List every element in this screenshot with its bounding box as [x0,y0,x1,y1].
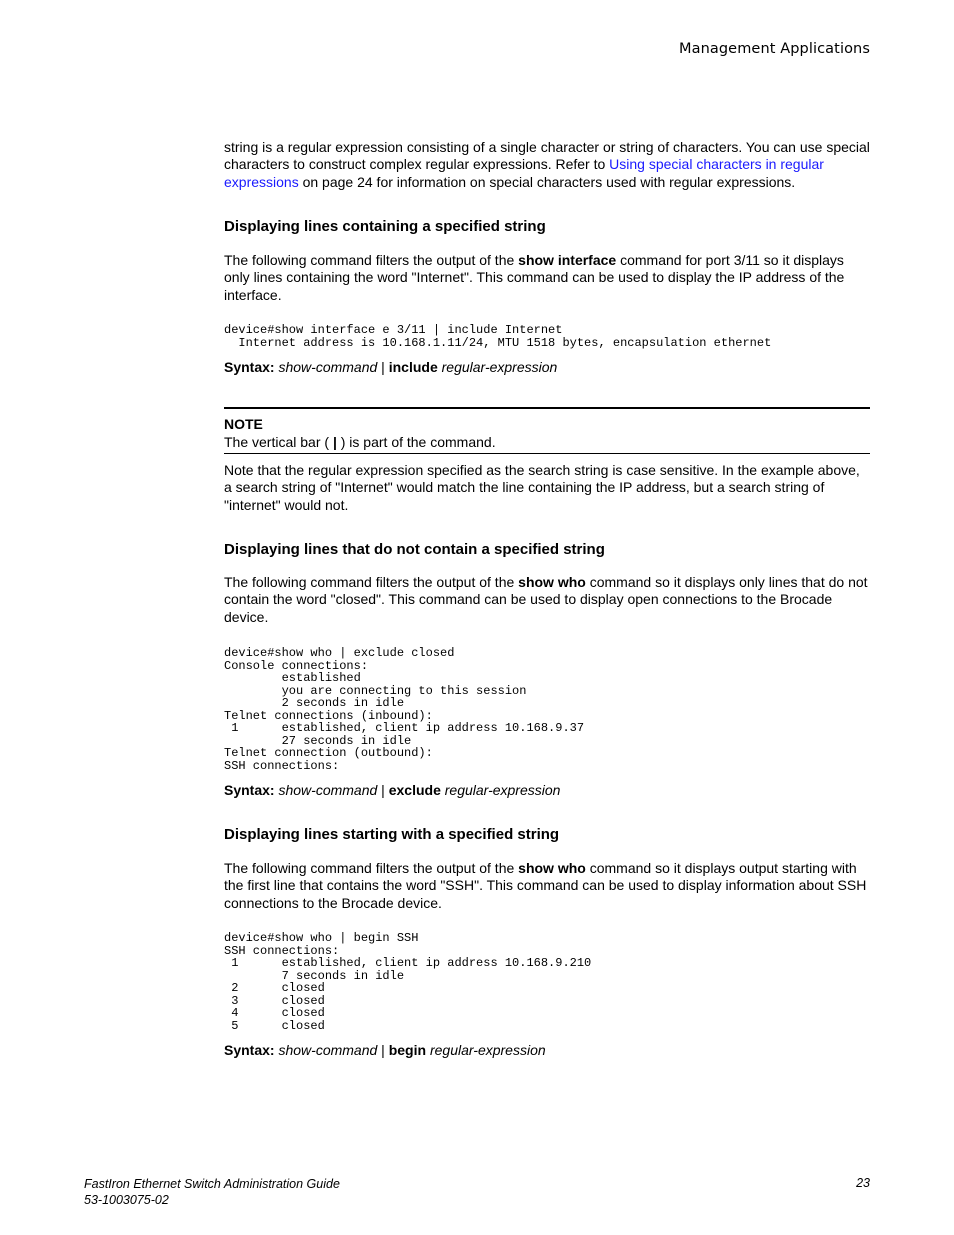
note-vertical-bar: | [332,434,337,450]
note-text-before: The vertical bar ( [224,434,333,450]
intro-text: string is a regular expression consisting of a single character or string of characters. You can use special characters to construct complex regular expressions. Refer to [224,139,870,173]
syntax-label: Syntax: [224,359,275,375]
body-text: The following command filters the output of the [224,860,519,876]
syntax-include [224,359,870,376]
running-header: Management Applications [679,41,870,57]
page-footer [84,1176,340,1208]
syntax-argument: regular-expression [444,782,561,798]
footer-guide-title: FastIron Ethernet Switch Administration Guide [84,1177,340,1191]
note-label-text: NOTE [224,416,263,432]
syntax-label: Syntax: [224,782,275,798]
body-text: The following command filters the output of the [224,574,519,590]
section-body-begin [224,860,870,912]
command-name: show who [518,574,586,590]
syntax-command: show-command [278,1042,378,1058]
note-text [224,434,870,451]
syntax-label: Syntax: [224,1042,275,1058]
syntax-pipe: | [377,782,389,798]
section-heading-exclude: Displaying lines that do not contain a specified string [224,541,605,558]
intro-paragraph [224,139,870,191]
page-number: 23 [856,1176,870,1190]
body-text-after: command so it displays only lines that do not contain the word "closed". This command can be used to display open connections to the Brocade device. [224,574,868,625]
syntax-pipe: | [377,359,389,375]
intro-text-after: on page 24 for information on special characters used with regular expressions. [298,173,796,190]
body-text: The following command filters the output of the [224,252,519,268]
syntax-keyword: begin [388,1042,427,1058]
syntax-command: show-command [278,782,378,798]
section-heading-include: Displaying lines containing a specified string [224,218,546,235]
section-body-include [224,252,870,304]
note-label [224,416,870,433]
syntax-pipe: | [377,1042,389,1058]
note-text-after: ) is part of the command. [336,434,496,450]
note-top-rule [224,407,870,409]
body-text-after: command so it displays output starting with the first line that contains the word "SSH". This command can be used to display information about SSH connections to the Brocade device. [224,860,867,911]
syntax-argument: regular-expression [429,1042,546,1058]
section-heading-begin: Displaying lines starting with a specified string [224,826,560,843]
syntax-keyword: include [388,359,438,375]
code-example-include: device#show interface e 3/11 | include Internet Internet address is 10.168.1.11/24, MTU 1518 bytes, encapsulation ethernet [224,323,772,350]
syntax-exclude [224,782,870,799]
syntax-keyword: exclude [388,782,441,798]
note-bottom-rule [224,453,870,454]
footer-doc-number: 53-1003075-02 [84,1193,169,1207]
section-body-exclude [224,574,870,626]
command-name: show interface [518,252,617,268]
syntax-argument: regular-expression [441,359,558,375]
syntax-begin [224,1042,870,1059]
syntax-command: show-command [278,359,378,375]
body-text-after: command for port 3/11 so it displays only lines containing the word "Internet". This command can be used to display the IP address of the interface. [224,252,845,303]
code-example-begin: device#show who | begin SSH SSH connections: 1 established, client ip address 10.168.9.210 7 seconds in idle 2 closed 3 closed 4 closed 5 closed [224,931,592,1033]
case-sensitivity-paragraph: Note that the regular expression specified as the search string is case sensitive. In the example above, a search string of "Internet" would match the line containing the IP address, but a search string of "internet" would not. [224,462,860,513]
command-name: show who [518,860,586,876]
regex-special-characters-link[interactable]: Using special characters in regular expressions [224,156,824,190]
code-example-exclude: device#show who | exclude closed Console connections: established you are connecting to this session 2 seconds in idle Telnet connections (inbound): 1 established, client ip address 10.168.9.37 27 seconds in idle Telnet connection (outbound): SSH connections: [224,646,585,773]
